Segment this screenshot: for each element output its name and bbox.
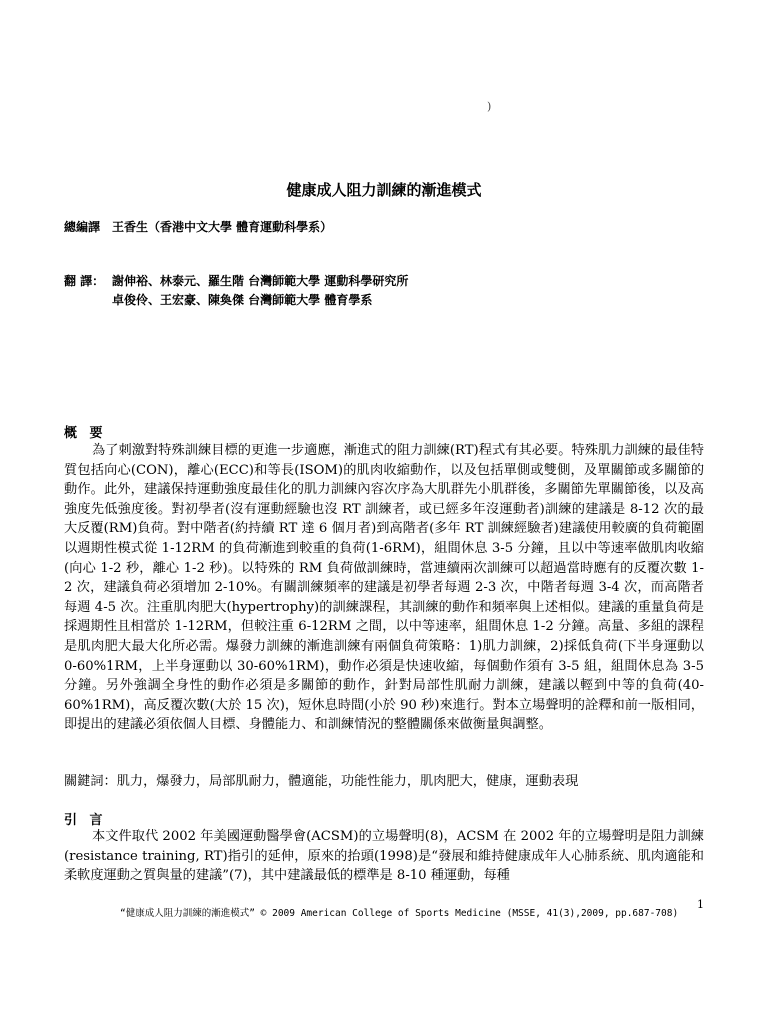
abstract-body [64, 441, 704, 735]
page-number: 1 [697, 898, 704, 911]
keywords: 關鍵詞：肌力，爆發力，局部肌耐力，體適能，功能性能力，肌肉肥大，健康，運動表現 [64, 774, 579, 789]
translators-line-1 [64, 272, 408, 289]
intro-heading: 引 言 [64, 813, 107, 828]
editor-line [64, 218, 332, 235]
translators-label: 翻 譯： [64, 274, 105, 288]
editor-name: 王香生（香港中文大學 體育運動科學系） [112, 220, 333, 234]
document-title: 健康成人阻力訓練的漸進模式 [286, 181, 482, 199]
editor-label: 總編譯 [64, 220, 101, 234]
translators-names-2: 卓俊伶、王宏豪、陳奐傑 台灣師範大學 體育學系 [112, 293, 373, 307]
abstract-paragraph: 為了刺激對特殊訓練目標的更進一步適應，漸進式的阻力訓練(RT)程式有其必要。特殊肌力訓練的最佳特質包括向心(CON)，離心(ECC)和等長(ISOM)的肌肉收縮動作，以及包括單側或雙側，及單關節或多關節的動作。此外，建議保持運動強度最佳化的肌力訓練內容次序為大肌群先小肌群後，多關節先單關節後，以及高強度先低強度後。對初學者(沒有運動經驗也沒 RT 訓練者，或已經多年沒運動者)訓練的建議是 8-12 次的最大反覆(RM)負荷。對中階者(約持續 RT 達 6 個月者)到高階者(多年 RT 訓練經驗者)建議使用較廣的負荷範圍 以週期性模式從 1-12RM 的負荷漸進到較重的負荷(1-6RM)，組間休息 3-5 分鐘，且以中等速率做肌肉收縮(向心 1-2 秒，離心 1-2 秒)。以特殊的 RM 負荷做訓練時，當連續兩次訓練可以超過當時應有的反覆次數 1-2 次，建議負荷必須增加 2-10%。有關訓練頻率的建議是初學者每週 2-3 次，中階者每週 3-4 次，而高階者每週 4-5 次。注重肌肉肥大(hypertrophy)的訓練課程，其訓練的動作和頻率與上述相似。建議的重量負荷是採週期性且相當於 1-12RM，但較注重 6-12RM 之間，以中等速率，組間休息 1-2 分鐘。高量、多組的課程是肌肉肥大最大化所必需。爆發力訓練的漸進訓練有兩個負荷策略：1)肌力訓練，2)採低負荷(下半身運動以 0-60%1RM，上半身運動以 30-60%1RM)，動作必須是快速收縮，每個動作須有 3-5 組，組間休息為 3-5 分鐘。另外強調全身性的動作必須是多關節的動作，針對局部性肌耐力訓練，建議以輕到中等的負荷(40-60%1RM)，高反覆次數(大於 15 次)，短休息時間(小於 90 秒)來進行。對本立場聲明的詮釋和前一版相同，即提出的建議必須依個人目標、身體能力、和訓練情況的整體關係來做衡量與調整。 [64, 443, 704, 733]
intro-body [64, 827, 704, 886]
footer-citation: “健康成人阻力訓練的漸進模式” © 2009 American College of Sports Medicine (MSSE, 41(3),2009, pp.687-708) [120, 908, 679, 919]
translators-names-1: 謝伸裕、林泰元、羅生階 台灣師範大學 運動科學研究所 [112, 274, 409, 288]
top-mark: ) [487, 100, 492, 113]
abstract-heading: 概 要 [64, 426, 107, 441]
intro-paragraph: 本文件取代 2002 年美國運動醫學會(ACSM)的立場聲明(8)，ACSM 在 2002 年的立場聲明是阻力訓練(resistance training, RT)指引的延伸，原來的抬頭(1998)是“發展和維持健康成年人心肺系統、肌肉適能和柔軟度運動之質與量的建議”(7)，其中建議最低的標準是 8-10 種運動，每種 [64, 829, 704, 884]
translators-line-2 [112, 291, 372, 308]
